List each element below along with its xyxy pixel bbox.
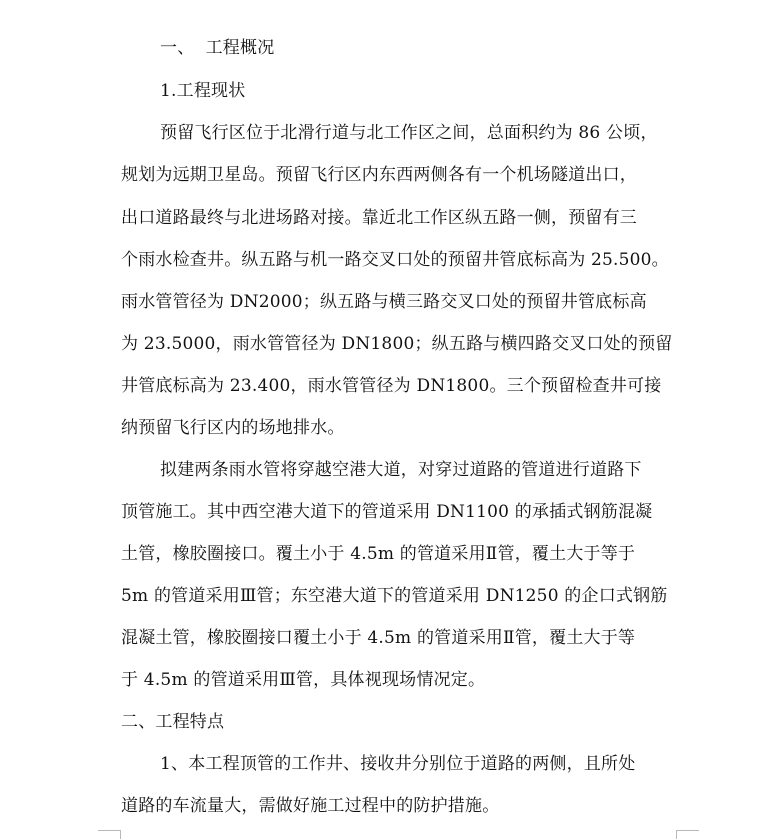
paragraph-1-line-6: 为 23.5000，雨水管管径为 DN1800；纵五路与横四路交叉口处的预留 [121, 334, 673, 354]
page-corner-mark-right [676, 830, 699, 839]
paragraph-1-line-7: 井管底标高为 23.400，雨水管管径为 DN1800。三个预留检查井可接 [121, 376, 662, 396]
paragraph-1-line-5: 雨水管管径为 DN2000；纵五路与横三路交叉口处的预留井管底标高 [121, 292, 647, 312]
subsection-1-heading: 1.工程现状 [160, 81, 246, 101]
page-corner-mark-left [98, 830, 121, 839]
paragraph-1-line-2: 规划为远期卫星岛。预留飞行区内东西两侧各有一个机场隧道出口， [121, 165, 637, 185]
section-2-heading: 二、工程特点 [121, 712, 225, 732]
paragraph-2-line-5: 混凝土管，橡胶圈接口覆土小于 4.5m 的管道采用Ⅱ管，覆土大于等 [121, 628, 636, 648]
section-1-heading: 一、 工程概况 [160, 38, 275, 58]
paragraph-3-line-2: 道路的车流量大，需做好施工过程中的防护措施。 [121, 796, 500, 816]
paragraph-2-line-3: 土管，橡胶圈接口。覆土小于 4.5m 的管道采用Ⅱ管，覆土大于等于 [121, 544, 636, 564]
paragraph-3-line-1: 1、本工程顶管的工作井、接收井分别位于道路的两侧，且所处 [160, 754, 636, 774]
paragraph-2-line-1: 拟建两条雨水管将穿越空港大道，对穿过道路的管道进行道路下 [160, 460, 642, 480]
paragraph-1-line-3: 出口道路最终与北进场路对接。靠近北工作区纵五路一侧，预留有三 [121, 208, 637, 228]
paragraph-2-line-4: 5m 的管道采用Ⅲ管；东空港大道下的管道采用 DN1250 的企口式钢筋 [121, 586, 668, 606]
paragraph-1-line-4: 个雨水检查井。纵五路与机一路交叉口处的预留井管底标高为 25.500。 [121, 250, 669, 270]
paragraph-1-line-8: 纳预留飞行区内的场地排水。 [121, 418, 345, 438]
paragraph-2-line-2: 顶管施工。其中西空港大道下的管道采用 DN1100 的承插式钢筋混凝 [121, 502, 653, 522]
paragraph-1-line-1: 预留飞行区位于北滑行道与北工作区之间，总面积约为 86 公顷， [160, 123, 658, 143]
paragraph-2-line-6: 于 4.5m 的管道采用Ⅲ管，具体视现场情况定。 [121, 670, 486, 690]
